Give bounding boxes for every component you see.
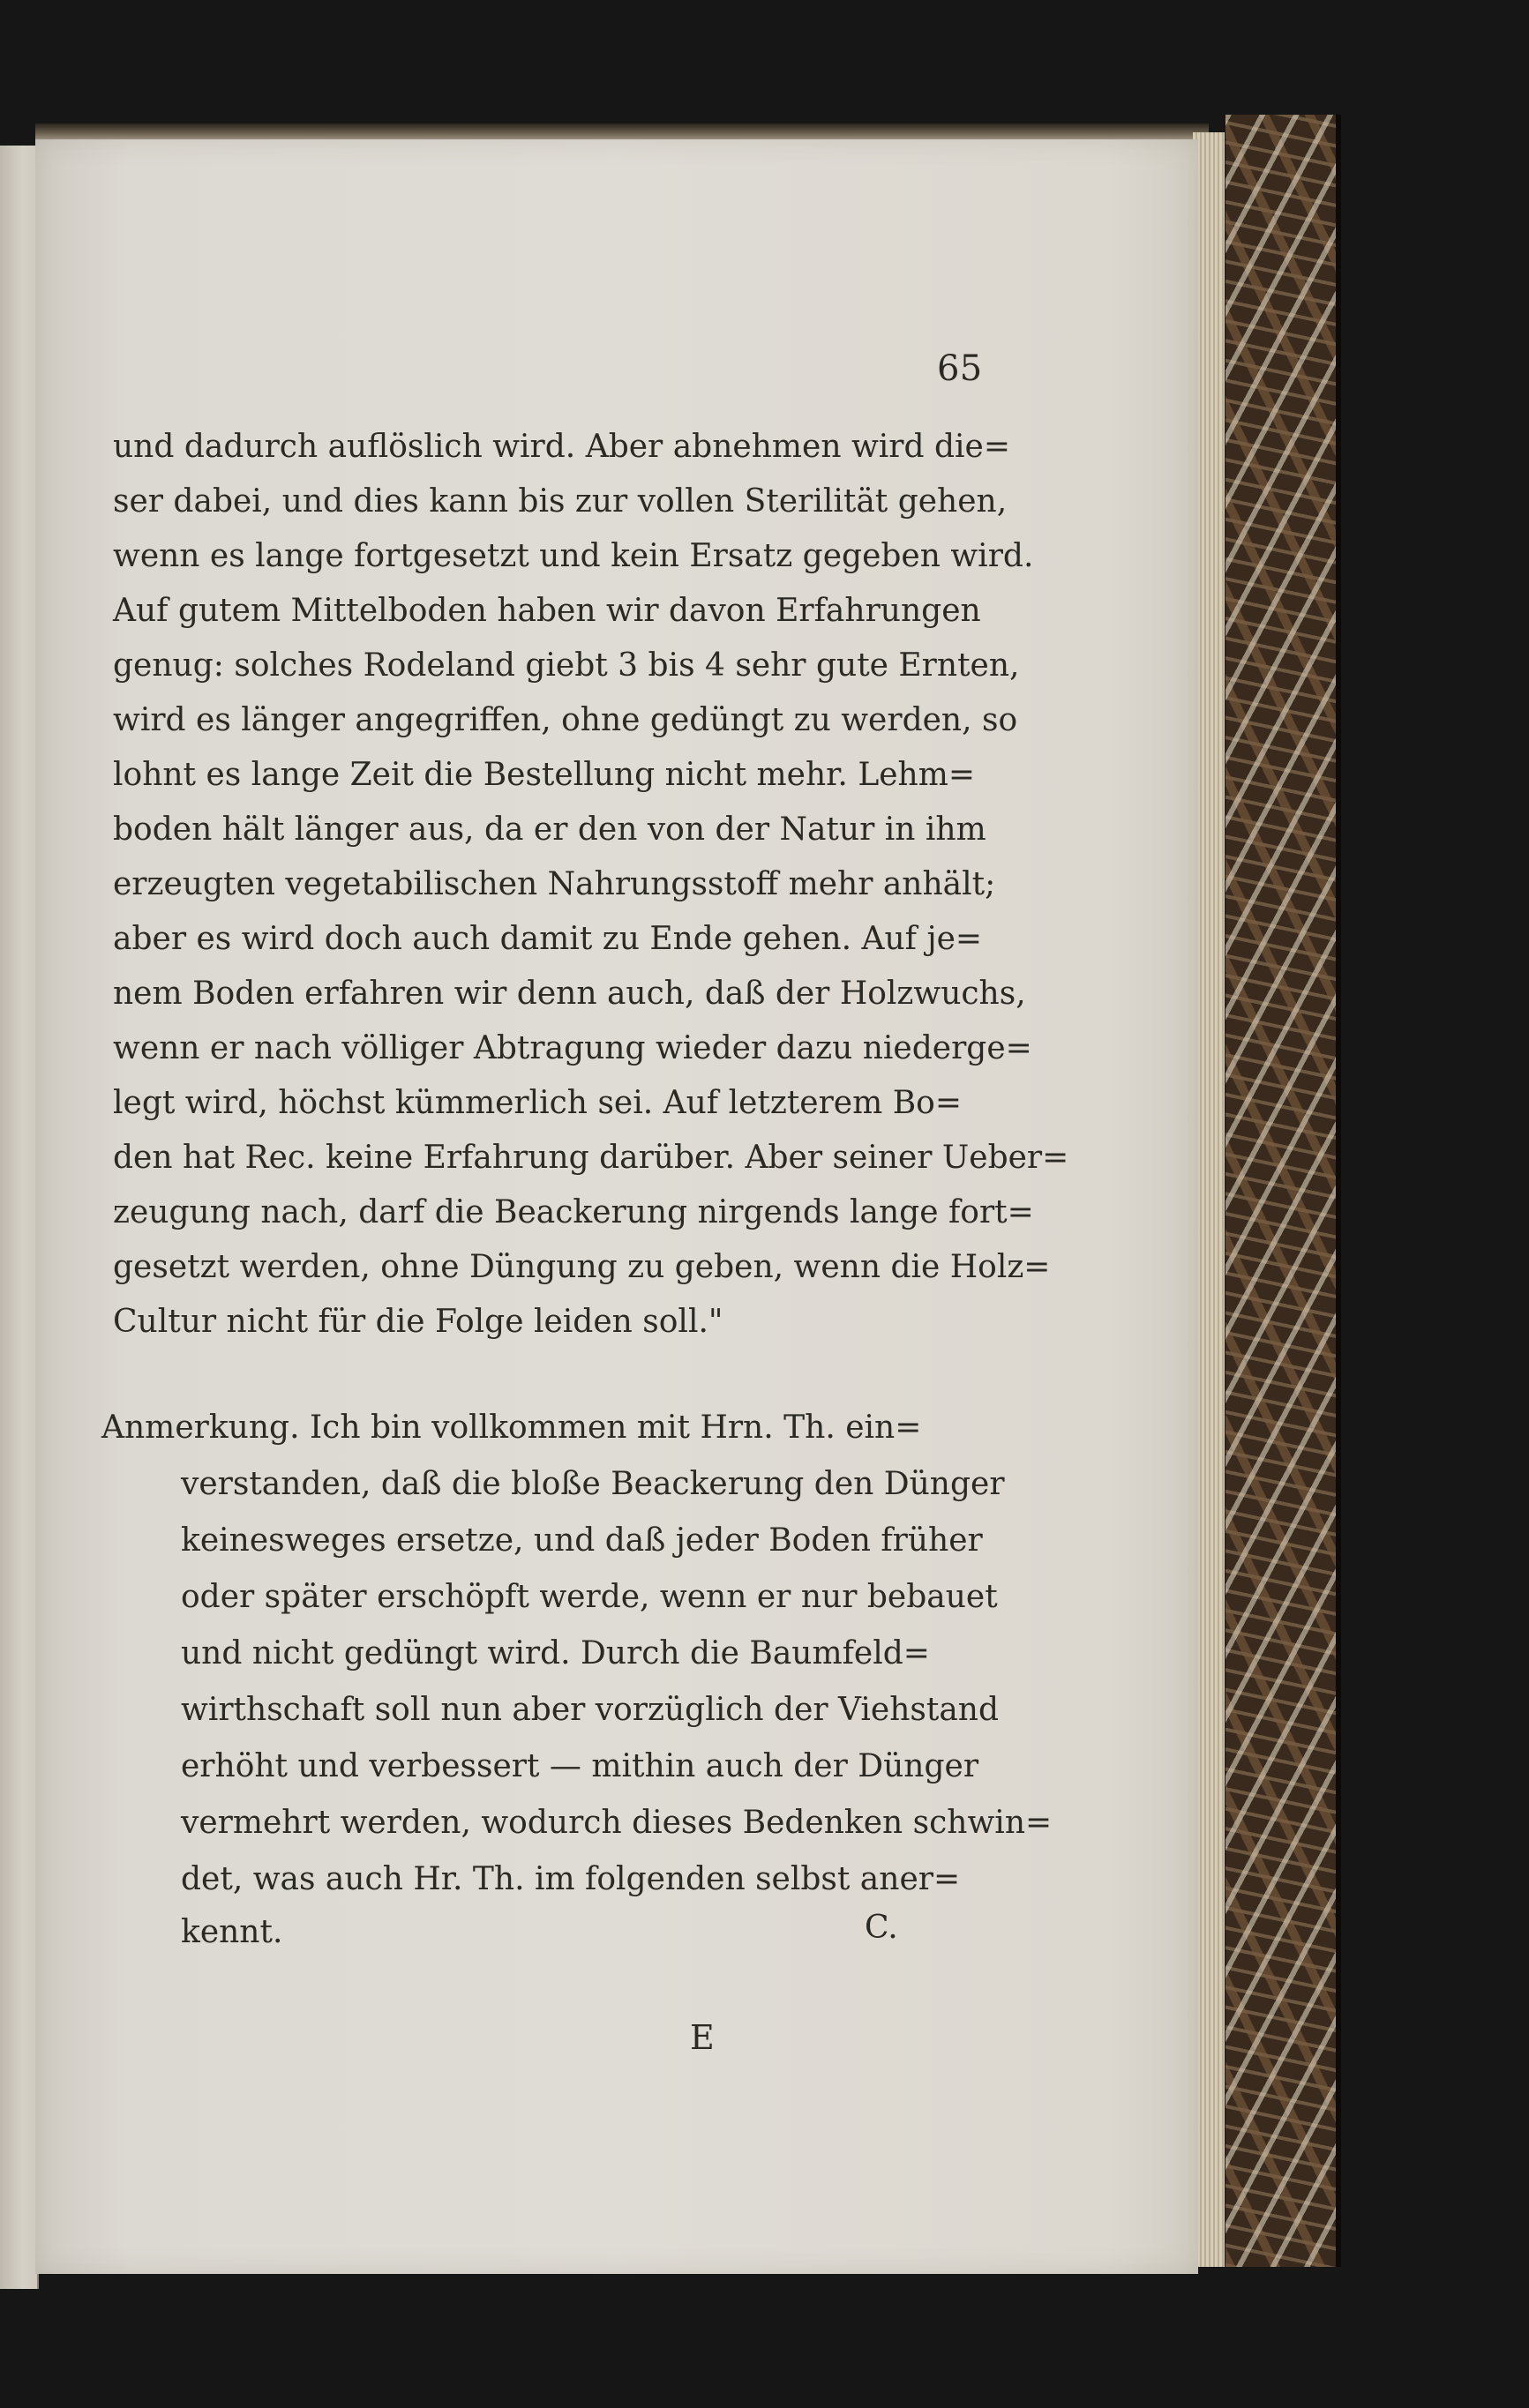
body-line: Auf gutem Mittelboden haben wir davon Erfahrungen — [113, 593, 981, 629]
annotation-line: vermehrt werden, wodurch dieses Bedenken schwin= — [181, 1805, 1053, 1841]
body-line: den hat Rec. keine Erfahrung darüber. Aber seiner Ueber= — [113, 1140, 1069, 1176]
annotation-line: erhöht und verbessert — mithin auch der Dünger — [181, 1748, 979, 1784]
body-line: wenn er nach völliger Abtragung wieder dazu niederge= — [113, 1030, 1032, 1066]
annotation-line: det, was auch Hr. Th. im folgenden selbst aner= — [181, 1861, 961, 1897]
body-line: erzeugten vegetabilischen Nahrungsstoff mehr anhält; — [113, 866, 996, 902]
annotation-line: keinesweges ersetze, und daß jeder Boden früher — [181, 1522, 983, 1559]
body-line: nem Boden erfahren wir denn auch, daß der Holzwuchs, — [113, 976, 1026, 1012]
annotation-line: oder später erschöpft werde, wenn er nur bebauet — [181, 1579, 998, 1615]
body-line: legt wird, höchst kümmerlich sei. Auf letzterem Bo= — [113, 1085, 962, 1121]
previous-page-edge — [0, 146, 39, 2289]
marbled-cover-board — [1222, 115, 1341, 2267]
annotation-line: kennt. — [181, 1914, 283, 1950]
body-line: boden hält länger aus, da er den von der Natur in ihm — [113, 811, 986, 848]
page-number: 65 — [937, 348, 983, 389]
body-line: Cultur nicht für die Folge leiden soll." — [113, 1304, 723, 1340]
signature-mark: E — [690, 2018, 715, 2057]
body-line: wenn es lange fortgesetzt und kein Ersatz gegeben wird. — [113, 538, 1034, 574]
body-line: ser dabei, und dies kann bis zur vollen Sterilität gehen, — [113, 483, 1008, 520]
annotation-line: und nicht gedüngt wird. Durch die Baumfeld= — [181, 1635, 930, 1671]
annotation-heading-line: Anmerkung. Ich bin vollkommen mit Hrn. Th. ein= — [101, 1410, 922, 1446]
body-line: gesetzt werden, ohne Düngung zu geben, wenn die Holz= — [113, 1249, 1051, 1285]
body-line: aber es wird doch auch damit zu Ende gehen. Auf je= — [113, 921, 983, 957]
body-line: zeugung nach, darf die Beackerung nirgends lange fort= — [113, 1194, 1034, 1230]
editor-initial: C. — [865, 1910, 898, 1946]
body-line: genug: solches Rodeland giebt 3 bis 4 sehr gute Ernten, — [113, 647, 1020, 684]
annotation-line: wirthschaft soll nun aber vorzüglich der Viehstand — [181, 1692, 1000, 1728]
annotation-line: verstanden, daß die bloße Beackerung den Dünger — [181, 1466, 1005, 1502]
body-line: lohnt es lange Zeit die Bestellung nicht mehr. Lehm= — [113, 757, 976, 793]
body-line: wird es länger angegriffen, ohne gedüngt zu werden, so — [113, 702, 1018, 738]
body-line: und dadurch auflöslich wird. Aber abnehmen wird die= — [113, 429, 1010, 465]
